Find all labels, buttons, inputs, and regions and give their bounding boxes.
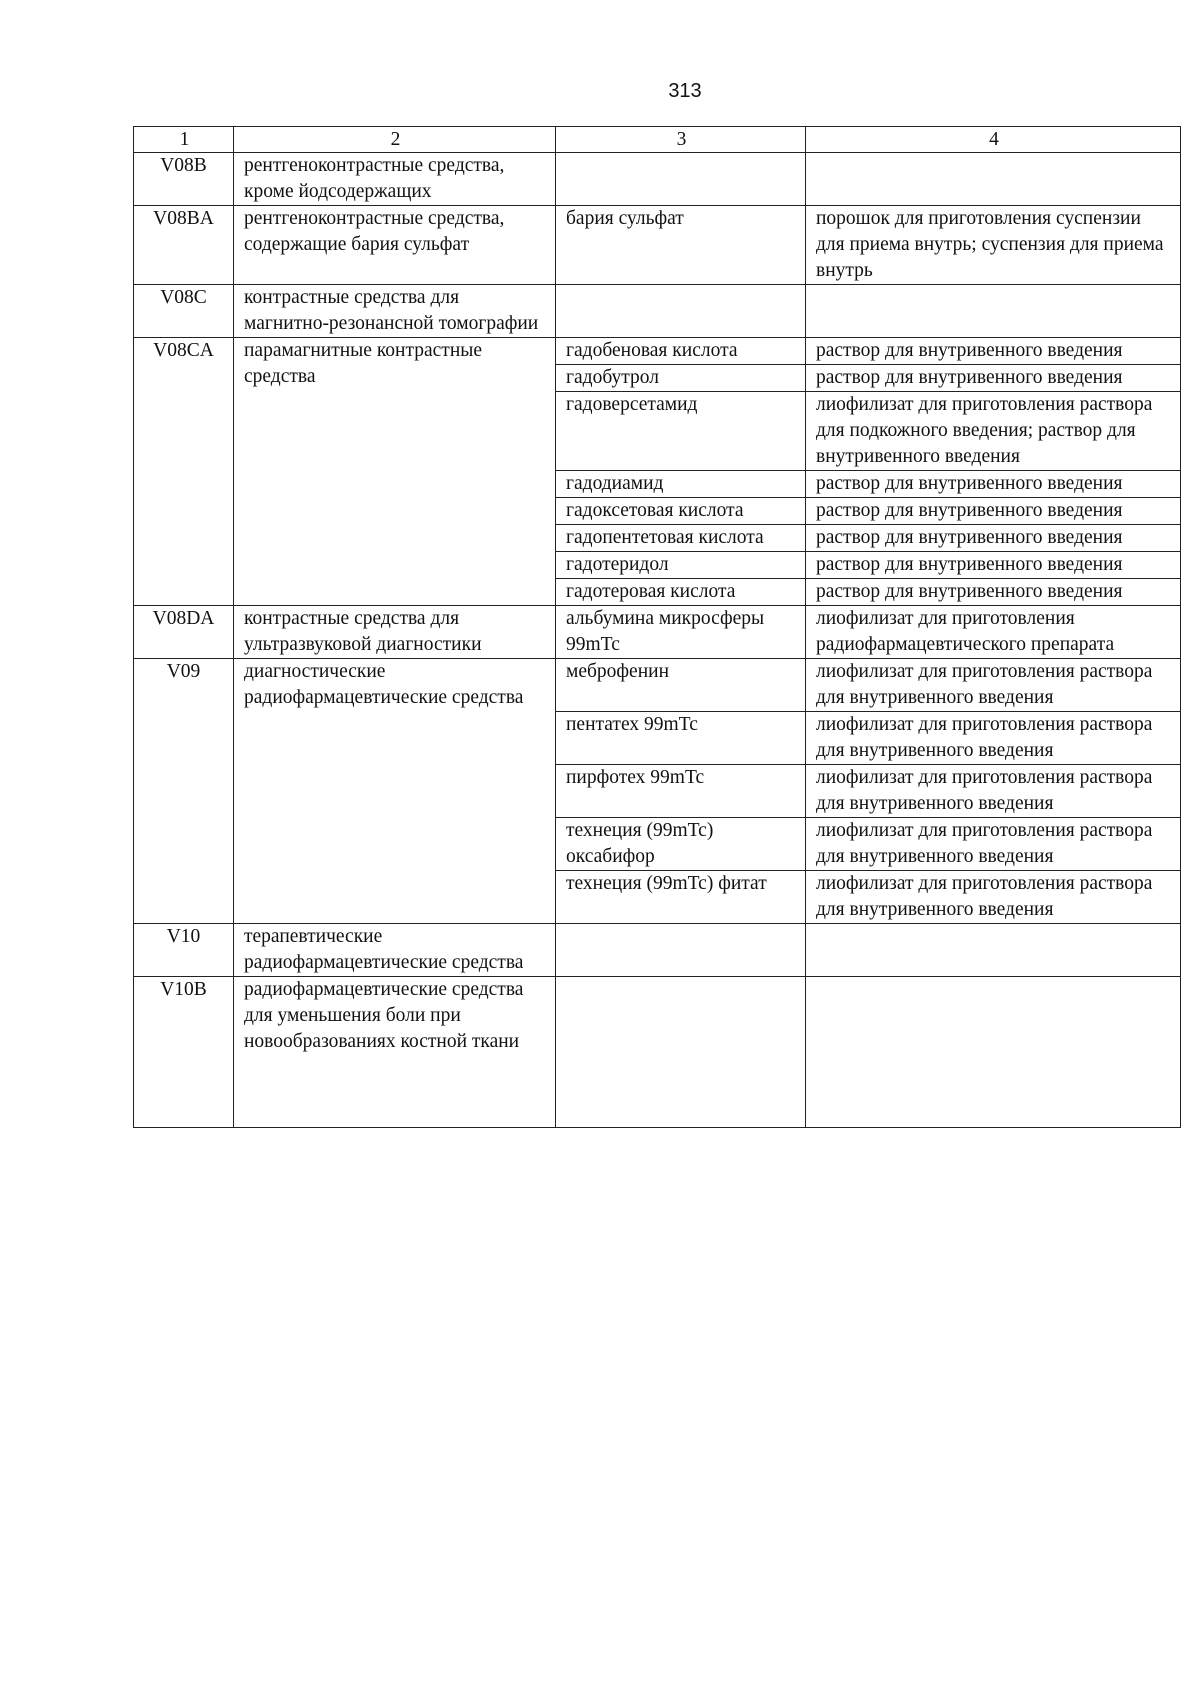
group-name-cell: рентгеноконтрастные средства, содержащие бария сульфат: [234, 206, 556, 285]
table-row: [134, 153, 1181, 206]
drug-name-cell: гадопентетовая кислота: [556, 525, 806, 552]
dosage-form-cell: лиофилизат для приготовления раствора для внутривенного введения: [806, 659, 1181, 712]
drug-name-cell: альбумина микросферы 99mTc: [556, 606, 806, 659]
dosage-form-cell: [806, 924, 1181, 977]
dosage-form-cell: лиофилизат для приготовления радиофармацевтического препарата: [806, 606, 1181, 659]
atc-code-cell: V09: [134, 659, 234, 924]
header-cell-1: 1: [134, 127, 234, 153]
drug-name-cell: гадоверсетамид: [556, 392, 806, 471]
group-name-cell: парамагнитные контрастные средства: [234, 338, 556, 606]
dosage-form-cell: раствор для внутривенного введения: [806, 365, 1181, 392]
group-name-cell: радиофармацевтические средства для уменьшения боли при новообразованиях костной ткани: [234, 977, 556, 1128]
drug-name-cell: [556, 285, 806, 338]
table-row: [134, 206, 1181, 285]
dosage-form-cell: раствор для внутривенного введения: [806, 471, 1181, 498]
table-row: [134, 659, 1181, 712]
table-body: [134, 127, 1181, 1128]
drug-name-cell: гадоксетовая кислота: [556, 498, 806, 525]
dosage-form-cell: раствор для внутривенного введения: [806, 498, 1181, 525]
drug-name-cell: меброфенин: [556, 659, 806, 712]
group-name-cell: терапевтические радиофармацевтические средства: [234, 924, 556, 977]
group-name-cell: рентгеноконтрастные средства, кроме йодсодержащих: [234, 153, 556, 206]
dosage-form-cell: [806, 285, 1181, 338]
drug-name-cell: гадобеновая кислота: [556, 338, 806, 365]
drug-name-cell: пентатех 99mTc: [556, 712, 806, 765]
drug-name-cell: гадобутрол: [556, 365, 806, 392]
dosage-form-cell: [806, 153, 1181, 206]
dosage-form-cell: раствор для внутривенного введения: [806, 552, 1181, 579]
drug-name-cell: гадодиамид: [556, 471, 806, 498]
atc-code-cell: V08BA: [134, 206, 234, 285]
group-name-cell: контрастные средства для магнитно-резонансной томографии: [234, 285, 556, 338]
dosage-form-cell: раствор для внутривенного введения: [806, 579, 1181, 606]
drug-name-cell: [556, 977, 806, 1128]
drug-classification-table: [133, 126, 1181, 1128]
drug-name-cell: технеция (99mTc) фитат: [556, 871, 806, 924]
atc-code-cell: V08DA: [134, 606, 234, 659]
page-number: 313: [668, 80, 702, 102]
dosage-form-cell: порошок для приготовления суспензии для приема внутрь; суспензия для приема внутрь: [806, 206, 1181, 285]
header-cell-3: 3: [556, 127, 806, 153]
table-row: [134, 924, 1181, 977]
dosage-form-cell: лиофилизат для приготовления раствора для внутривенного введения: [806, 712, 1181, 765]
dosage-form-cell: раствор для внутривенного введения: [806, 525, 1181, 552]
dosage-form-cell: лиофилизат для приготовления раствора для внутривенного введения: [806, 818, 1181, 871]
drug-name-cell: технеция (99mTc) оксабифор: [556, 818, 806, 871]
header-cell-2: 2: [234, 127, 556, 153]
group-name-cell: диагностические радиофармацевтические средства: [234, 659, 556, 924]
drug-name-cell: [556, 153, 806, 206]
atc-code-cell: V10B: [134, 977, 234, 1128]
atc-code-cell: V08B: [134, 153, 234, 206]
drug-name-cell: гадотеридол: [556, 552, 806, 579]
table-header-row: [134, 127, 1181, 153]
drug-name-cell: гадотеровая кислота: [556, 579, 806, 606]
drug-name-cell: бария сульфат: [556, 206, 806, 285]
drug-name-cell: [556, 924, 806, 977]
atc-code-cell: V10: [134, 924, 234, 977]
dosage-form-cell: [806, 977, 1181, 1128]
dosage-form-cell: лиофилизат для приготовления раствора для внутривенного введения: [806, 871, 1181, 924]
dosage-form-cell: раствор для внутривенного введения: [806, 338, 1181, 365]
table-row: [134, 606, 1181, 659]
atc-code-cell: V08C: [134, 285, 234, 338]
drug-name-cell: пирфотех 99mTc: [556, 765, 806, 818]
atc-code-cell: V08CA: [134, 338, 234, 606]
group-name-cell: контрастные средства для ультразвуковой диагностики: [234, 606, 556, 659]
dosage-form-cell: лиофилизат для приготовления раствора для внутривенного введения: [806, 765, 1181, 818]
dosage-form-cell: лиофилизат для приготовления раствора для подкожного введения; раствор для внутривенного введения: [806, 392, 1181, 471]
header-cell-4: 4: [806, 127, 1181, 153]
table-row: [134, 977, 1181, 1128]
table-row: [134, 285, 1181, 338]
table-row: [134, 338, 1181, 365]
